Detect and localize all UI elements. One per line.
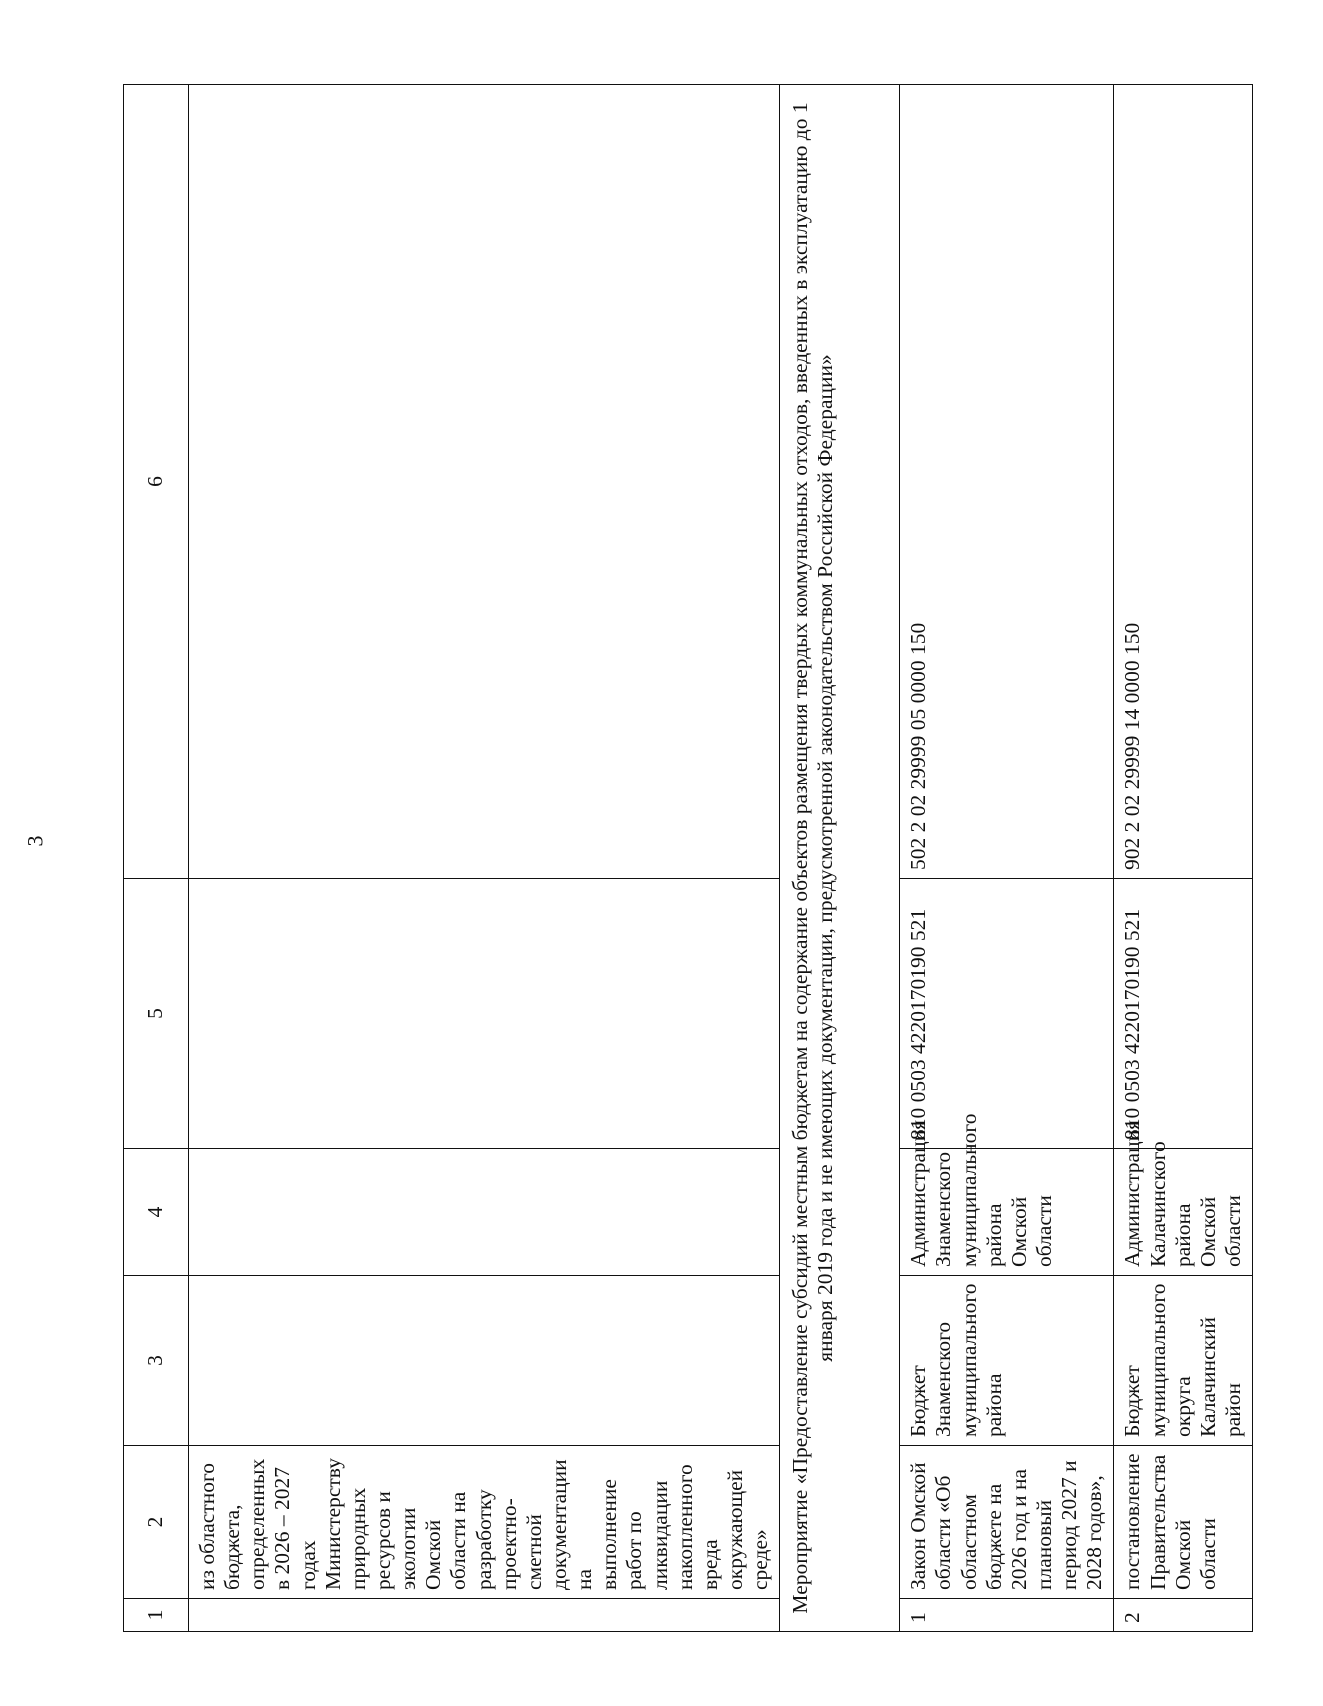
header-cell: 3 (124, 1276, 189, 1446)
cell-num (189, 1599, 780, 1632)
cell-budget: Бюджет Знаменского муниципального района (900, 1276, 1114, 1446)
cell-budget (189, 1276, 780, 1446)
cell-num: 1 (900, 1599, 1114, 1632)
cell-basis: из областного бюджета, определенных в 2026 – 2027 годах Министерству природных ресурсов и экологии Омской области на разработку проектно-сметной документации на выполнение работ по ликвидации накопленного вреда окружающей среде» (189, 1446, 780, 1599)
cell-administrator (189, 1149, 780, 1276)
table-row (1114, 85, 1253, 1632)
header-cell: 6 (124, 85, 189, 879)
continuation-row (189, 85, 780, 1632)
cell-num: 2 (1114, 1599, 1253, 1632)
header-cell: 5 (124, 879, 189, 1149)
event-title-row (780, 85, 900, 1632)
header-row (124, 85, 189, 1632)
header-cell: 2 (124, 1446, 189, 1599)
cell-expense-code: 810 0503 4220170190 521 (1114, 879, 1253, 1149)
document-table (123, 84, 1253, 1632)
cell-revenue-code (189, 85, 780, 879)
cell-revenue-code: 902 2 02 29999 14 0000 150 (1114, 85, 1253, 879)
cell-administrator: Администрация Знаменского муниципального района Омской области (900, 1149, 1114, 1276)
event-title: Мероприятие «Предоставление субсидий местным бюджетам на содержание объектов размещения твердых коммунальных отходов, введенных в эксплуатацию до 1 января 2019 года и не имеющих документации, предусмотренной законодательством Российской Федерации» (780, 85, 900, 1632)
table-row (900, 85, 1114, 1632)
cell-revenue-code: 502 2 02 29999 05 0000 150 (900, 85, 1114, 879)
cell-basis: Закон Омской области «Об областном бюджете на 2026 год и на плановый период 2027 и 2028 годов», (900, 1446, 1114, 1599)
cell-expense-code (189, 879, 780, 1149)
header-cell: 1 (124, 1599, 189, 1632)
cell-expense-code: 810 0503 4220170190 521 (900, 879, 1114, 1149)
header-cell: 4 (124, 1149, 189, 1276)
rotated-table-container (123, 85, 1323, 1632)
cell-budget: Бюджет муниципального округа Калачинский район (1114, 1276, 1253, 1446)
page-number: 3 (22, 835, 48, 847)
cell-administrator: Администрация Калачинского района Омской области (1114, 1149, 1253, 1276)
cell-basis: постановление Правительства Омской области (1114, 1446, 1253, 1599)
